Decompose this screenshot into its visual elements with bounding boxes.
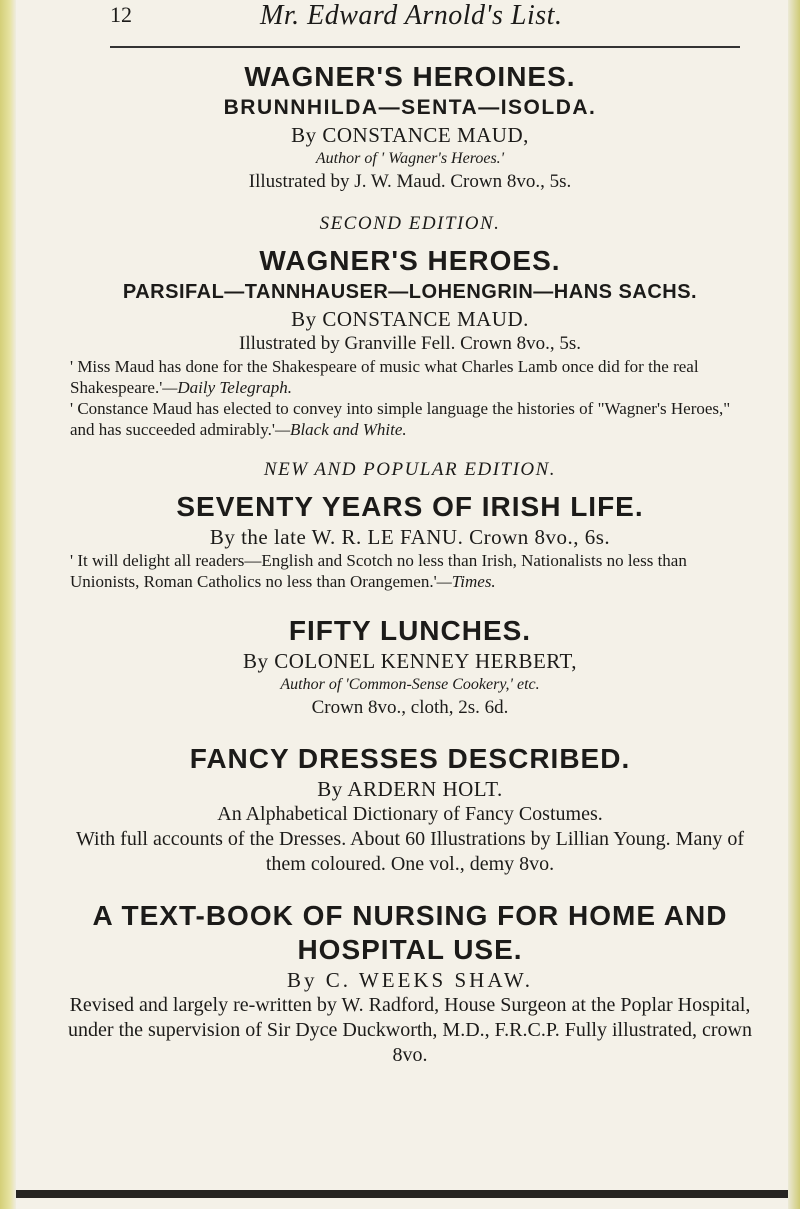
book-title: FIFTY LUNCHES. (288, 615, 532, 646)
quote-source: —Times. (436, 572, 496, 591)
book-title: WAGNER'S HEROINES. (244, 61, 576, 92)
book-title: SEVENTY YEARS OF IRISH LIFE. (176, 491, 644, 522)
book-title: FANCY DRESSES DESCRIBED. (189, 743, 631, 774)
book-author: By CONSTANCE MAUD, (291, 123, 529, 147)
book-details: Revised and largely re-written by W. Radford, House Surgeon at the Poplar Hospital, under the supervision of Sir Dyce Duckworth, M.D., F.R.C.P. Fully illustrated, crown 8vo. (68, 994, 752, 1066)
book-author: By ARDERN HOLT. (317, 777, 503, 801)
book-entry-wagners-heroes (60, 210, 760, 440)
header-rule (110, 46, 740, 48)
quote-text: ' It will delight all readers—English and Scotch no less than Irish, Nationalists no less than Unionists, Roman Catholics no less than Orangemen.' (70, 551, 687, 591)
book-subtitle: PARSIFAL—TANNHAUSER—LOHENGRIN—HANS SACHS. (122, 281, 698, 303)
book-title: WAGNER'S HEROES. (259, 245, 561, 276)
quote-text: ' Miss Maud has done for the Shakespeare of music what Charles Lamb once did for the real Shakespeare.' (70, 357, 699, 397)
review-quote (60, 356, 760, 398)
review-quote (60, 398, 760, 440)
book-details: Illustrated by Granville Fell. Crown 8vo., 5s. (239, 333, 581, 354)
book-author: By CONSTANCE MAUD. (291, 307, 529, 331)
quote-source: —Black and White. (274, 420, 407, 439)
book-entry-seventy-years (60, 456, 760, 592)
page-number: 12 (110, 2, 132, 27)
running-title: Mr. Edward Arnold's List. (260, 0, 563, 31)
book-author: By COLONEL KENNEY HERBERT, (242, 649, 578, 673)
book-description: An Alphabetical Dictionary of Fancy Costumes. (217, 803, 603, 825)
book-entry-nursing-textbook (60, 899, 760, 1068)
edition-note: SECOND EDITION. (319, 213, 501, 234)
review-quote (60, 550, 760, 592)
running-head (110, 0, 740, 44)
footer-rule (16, 1190, 788, 1198)
page-binding-edge-left (0, 0, 16, 1209)
quote-source: —Daily Telegraph. (162, 378, 292, 397)
book-subtitle: BRUNNHILDA—SENTA—ISOLDA. (223, 96, 597, 119)
author-note: Author of 'Common-Sense Cookery,' etc. (280, 676, 540, 693)
catalogue-listing (60, 60, 760, 1082)
book-author: By C. WEEKS SHAW. (287, 968, 533, 992)
author-note: Author of ' Wagner's Heroes.' (315, 150, 505, 167)
page-binding-edge-right (788, 0, 800, 1209)
book-entry-fifty-lunches (60, 614, 760, 720)
book-entry-wagners-heroines (60, 60, 760, 194)
book-details: Crown 8vo., cloth, 2s. 6d. (311, 697, 509, 718)
quote-text: ' Constance Maud has elected to convey into simple language the histories of "Wagner's Heroes," and has succeeded admirably.' (70, 399, 731, 439)
book-details: With full accounts of the Dresses. About 60 Illustrations by Lillian Young. Many of them coloured. One vol., demy 8vo. (75, 828, 745, 875)
book-details: Illustrated by J. W. Maud. Crown 8vo., 5s. (248, 171, 572, 192)
edition-note: NEW AND POPULAR EDITION. (263, 459, 557, 480)
book-entry-fancy-dresses (60, 742, 760, 877)
book-author: By the late W. R. LE FANU. Crown 8vo., 6s. (209, 525, 611, 549)
book-title: A TEXT-BOOK OF NURSING FOR HOME AND HOSPITAL USE. (92, 900, 728, 965)
